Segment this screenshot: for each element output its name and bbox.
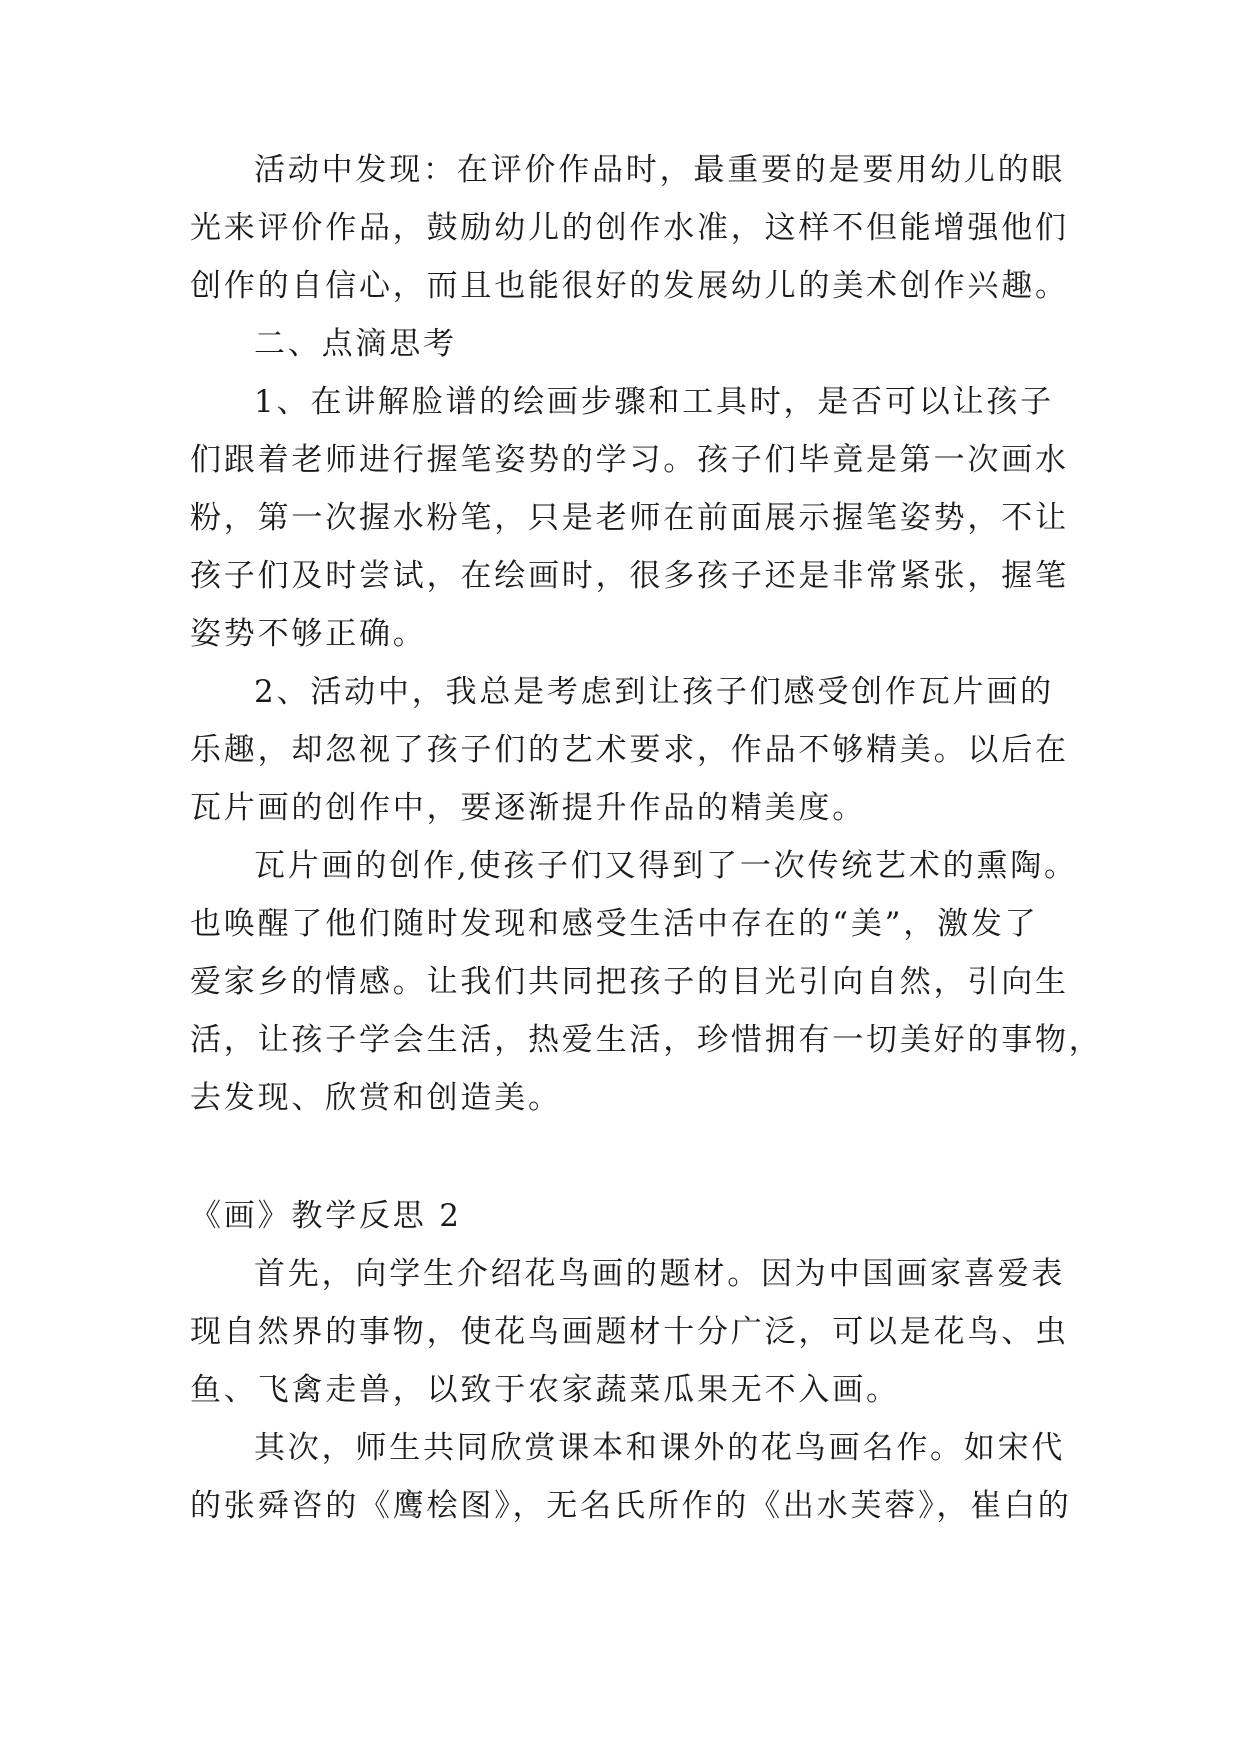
text-line: 们跟着老师进行握笔姿势的学习。孩子们毕竟是第一次画水 (190, 442, 1069, 478)
text-line: 光来评价作品，鼓励幼儿的创作水准，这样不但能增强他们 (190, 210, 1069, 246)
text-line: 乐趣，却忽视了孩子们的艺术要求，作品不够精美。以后在 (190, 732, 1069, 768)
text-line: 活，让孩子学会生活，热爱生活，珍惜拥有一切美好的事物， (190, 1022, 1103, 1058)
text-line: 孩子们及时尝试，在绘画时，很多孩子还是非常紧张，握笔 (190, 558, 1069, 594)
text-line: 1、在讲解脸谱的绘画步骤和工具时，是否可以让孩子 (254, 384, 1054, 420)
article-title: 《画》教学反思 2 (190, 1198, 462, 1234)
text-line: 首先，向学生介绍花鸟画的题材。因为中国画家喜爱表 (254, 1256, 1066, 1292)
text-line: 粉，第一次握水粉笔，只是老师在前面展示握笔姿势，不让 (190, 500, 1069, 536)
section-heading: 二、点滴思考 (254, 326, 457, 362)
text-line: 也唤醒了他们随时发现和感受生活中存在的“美”，激发了 (190, 906, 1039, 942)
text-line: 2、活动中，我总是考虑到让孩子们感受创作瓦片画的 (254, 674, 1054, 710)
text-line: 鱼、飞禽走兽，以致于农家蔬菜瓜果无不入画。 (190, 1372, 900, 1408)
text-line: 创作的自信心，而且也能很好的发展幼儿的美术创作兴趣。 (190, 268, 1069, 304)
text-line: 的张舜咨的《鹰桧图》，无名氏所作的《出水芙蓉》，崔白的 (190, 1488, 1072, 1524)
text-line: 瓦片画的创作,使孩子们又得到了一次传统艺术的熏陶。 (254, 848, 1078, 884)
text-line: 瓦片画的创作中，要逐渐提升作品的精美度。 (190, 790, 866, 826)
text-line: 爱家乡的情感。让我们共同把孩子的目光引向自然，引向生 (190, 964, 1069, 1000)
text-line: 现自然界的事物，使花鸟画题材十分广泛，可以是花鸟、虫 (190, 1314, 1069, 1350)
text-line: 姿势不够正确。 (190, 616, 427, 652)
text-line: 活动中发现：在评价作品时，最重要的是要用幼儿的眼 (254, 152, 1066, 188)
text-line: 其次，师生共同欣赏课本和课外的花鸟画名作。如宋代 (254, 1430, 1066, 1466)
text-line: 去发现、欣赏和创造美。 (190, 1080, 562, 1116)
